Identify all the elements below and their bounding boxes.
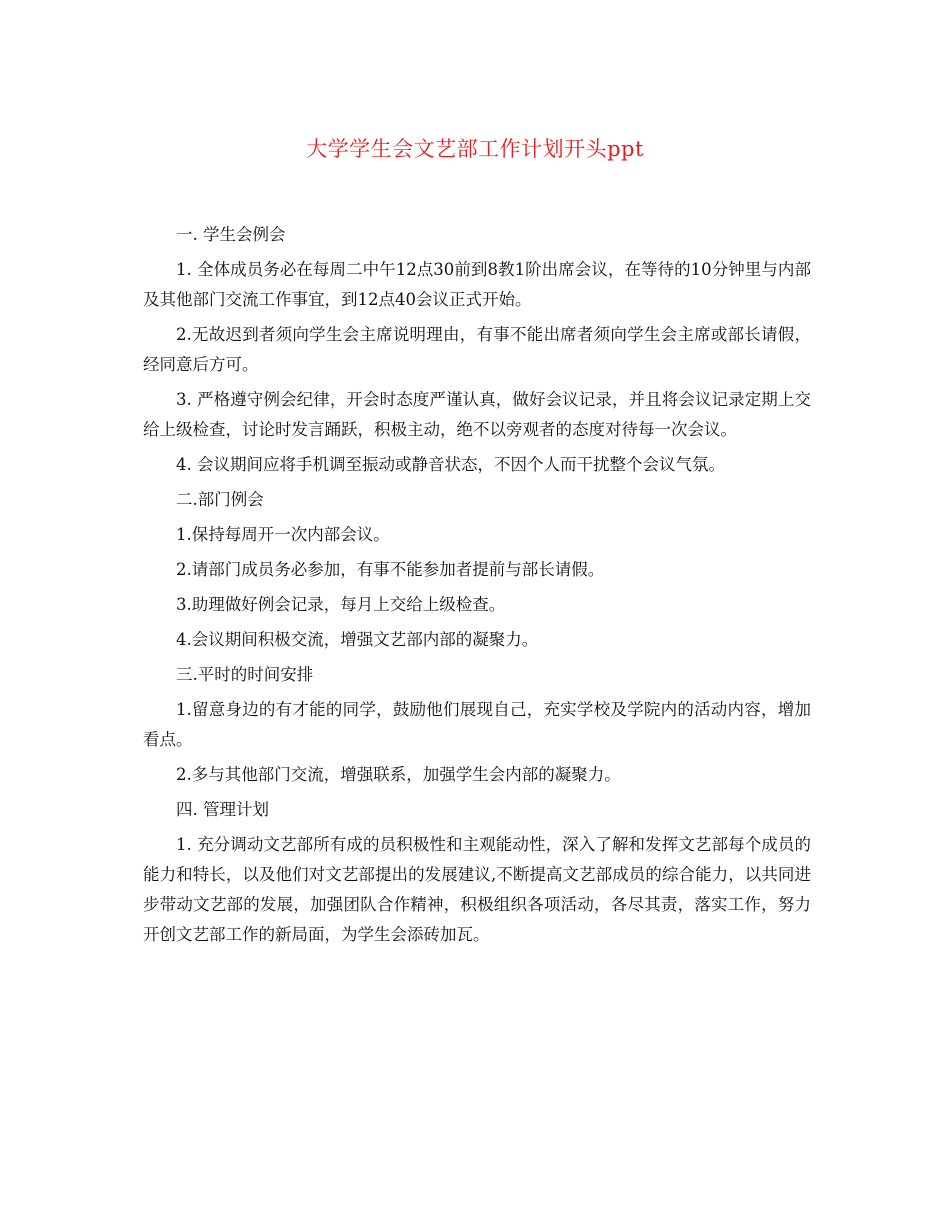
document-body xyxy=(143,220,811,955)
paragraph: 4.会议期间积极交流，增强文艺部内部的凝聚力。 xyxy=(176,630,539,649)
paragraph: 3.助理做好例会记录，每月上交给上级检查。 xyxy=(176,595,506,614)
paragraph: 3. 严格遵守例会纪律，开会时态度严谨认真，做好会议记录，并且将会议记录定期上交给上级检查，讨论时发言踊跃，积极主动，绝不以旁观者的态度对待每一次会议。 xyxy=(143,390,811,439)
section-heading-1: 一. 学生会例会 xyxy=(176,225,286,244)
paragraph: 2.无故迟到者须向学生会主席说明理由，有事不能出席者须向学生会主席或部长请假，经同意后方可。 xyxy=(143,325,811,374)
section-heading-4: 四. 管理计划 xyxy=(176,800,269,819)
paragraph: 2.请部门成员务必参加，有事不能参加者提前与部长请假。 xyxy=(176,560,605,579)
paragraph: 1.留意身边的有才能的同学，鼓励他们展现自己，充实学校及学院内的活动内容，增加看点。 xyxy=(143,700,811,749)
paragraph: 1. 全体成员务必在每周二中午12点30前到8教1阶出席会议，在等待的10分钟里与内部及其他部门交流工作事宜，到12点40会议正式开始。 xyxy=(143,260,811,309)
paragraph: 2.多与其他部门交流，增强联系，加强学生会内部的凝聚力。 xyxy=(176,765,621,784)
section-heading-2: 二.部门例会 xyxy=(176,490,264,509)
paragraph: 1.保持每周开一次内部会议。 xyxy=(176,525,390,544)
section-heading-3: 三.平时的时间安排 xyxy=(176,665,314,684)
paragraph: 1. 充分调动文艺部所有成的员积极性和主观能动性，深入了解和发挥文艺部每个成员的能力和特长，以及他们对文艺部提出的发展建议,不断提高文艺部成员的综合能力，以共同进步带动文艺部的发展，加强团队合作精神，积极组织各项活动，各尽其责，落实工作，努力开创文艺部工作的新局面，为学生会添砖加瓦。 xyxy=(143,835,811,944)
paragraph: 4. 会议期间应将手机调至振动或静音状态，不因个人而干扰整个会议气氛。 xyxy=(176,455,725,474)
document-title: 大学学生会文艺部工作计划开头ppt xyxy=(306,137,644,161)
